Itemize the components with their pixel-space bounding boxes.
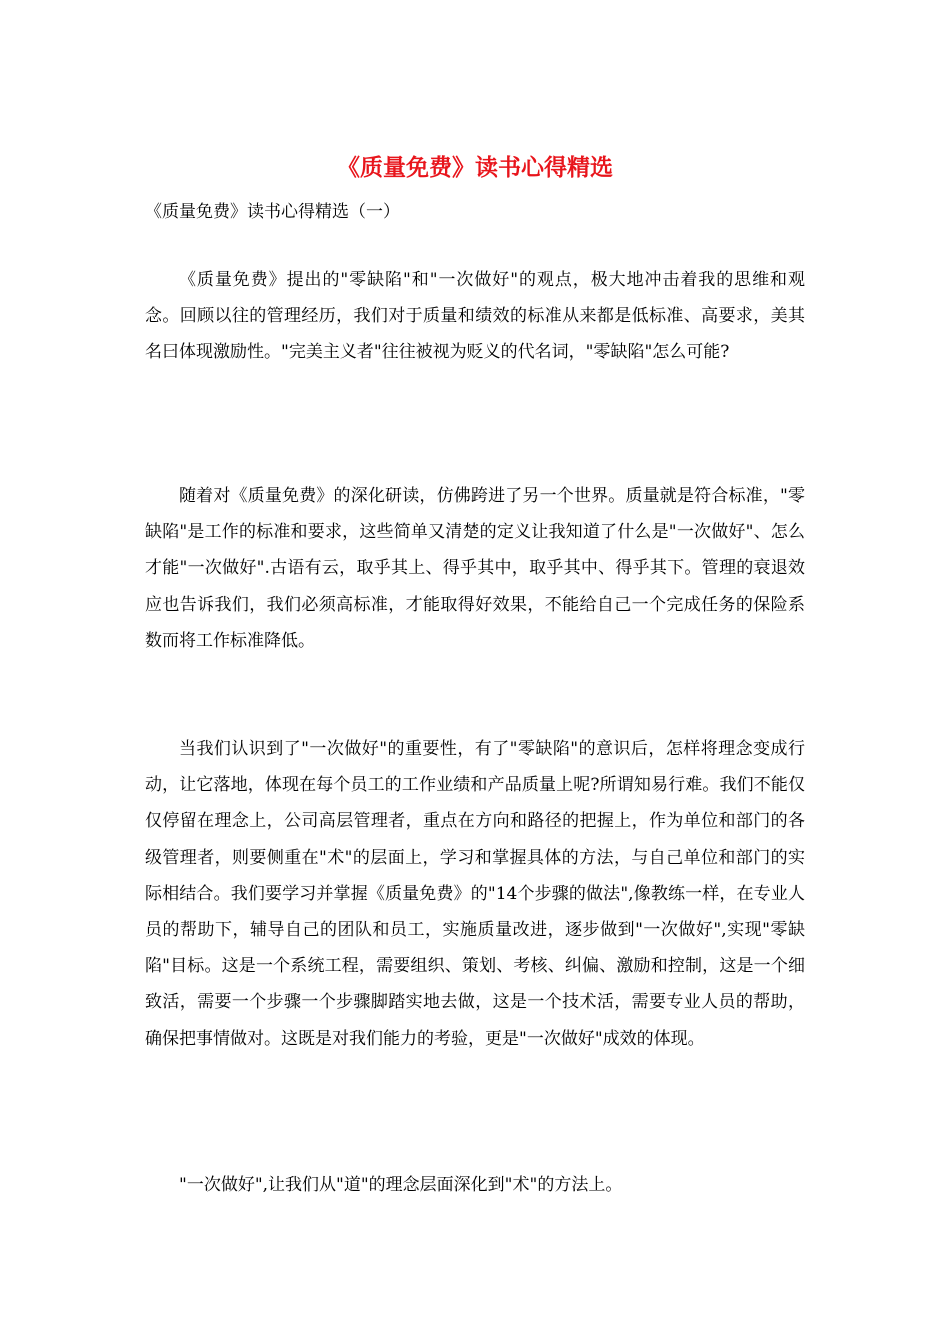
document-subtitle: 《质量免费》读书心得精选（一）: [145, 202, 400, 222]
paragraph-2: 随着对《质量免费》的深化研读，仿佛跨进了另一个世界。质量就是符合标准，"零缺陷"是工作的标准和要求，这些简单又清楚的定义让我知道了什么是"一次做好"、怎么才能"一次做好".古语有云，取乎其上、得乎其中，取乎其中、得乎其下。管理的衰退效应也告诉我们，我们必须高标准，才能取得好效果，不能给自己一个完成任务的保险系数而将工作标准降低。: [145, 486, 805, 651]
document-title: 《质量免费》读书心得精选: [337, 154, 613, 181]
paragraph-1: 《质量免费》提出的"零缺陷"和"一次做好"的观点，极大地冲击着我的思维和观念。回顾以往的管理经历，我们对于质量和绩效的标准从来都是低标准、高要求，美其名曰体现激励性。"完美主义者"往往被视为贬义的代名词，"零缺陷"怎么可能?: [145, 270, 805, 363]
paragraph-4: "一次做好",让我们从"道"的理念层面深化到"术"的方法上。: [179, 1175, 623, 1195]
paragraph-3: 当我们认识到了"一次做好"的重要性，有了"零缺陷"的意识后，怎样将理念变成行动，让它落地，体现在每个员工的工作业绩和产品质量上呢?所谓知易行难。我们不能仅仅停留在理念上，公司高层管理者，重点在方向和路径的把握上，作为单位和部门的各级管理者，则要侧重在"术"的层面上，学习和掌握具体的方法，与自己单位和部门的实际相结合。我们要学习并掌握《质量免费》的"14个步骤的做法",像教练一样，在专业人员的帮助下，辅导自己的团队和员工，实施质量改进，逐步做到"一次做好",实现"零缺陷"目标。这是一个系统工程，需要组织、策划、考核、纠偏、激励和控制，这是一个细致活，需要一个步骤一个步骤脚踏实地去做，这是一个技术活，需要专业人员的帮助，确保把事情做对。这既是对我们能力的考验，更是"一次做好"成效的体现。: [145, 739, 805, 1049]
